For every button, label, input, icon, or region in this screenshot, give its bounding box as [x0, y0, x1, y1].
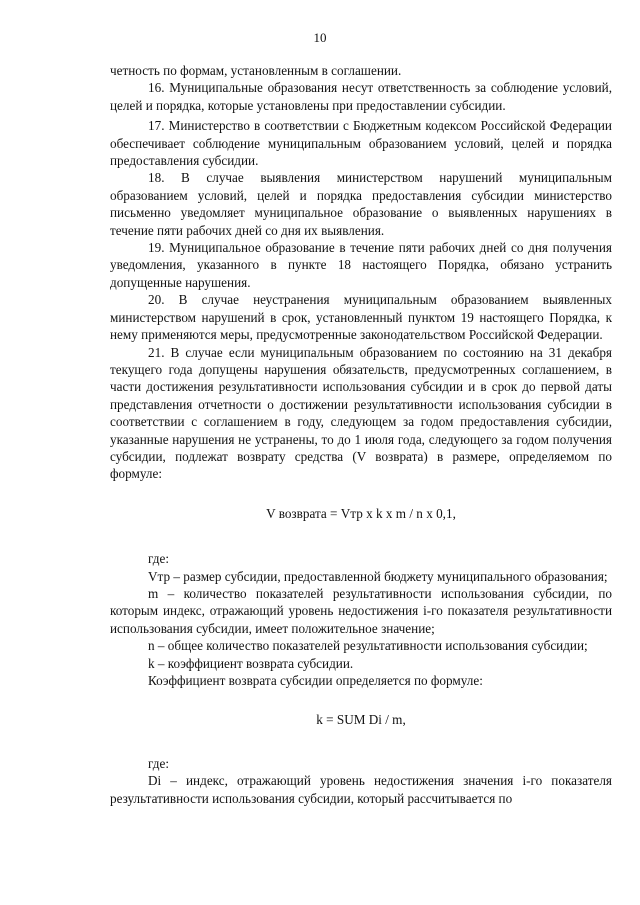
- paragraph-19: 19. Муниципальное образование в течение пяти рабочих дней со дня получения уведомления, указанного в пункте 18 настоящего Порядка, обязано устранить допущенные нарушения.: [110, 240, 612, 290]
- definition-vtr: Vтр – размер субсидии, предоставленной бюджету муниципального образования;: [148, 568, 608, 584]
- page-number: 10: [313, 30, 327, 45]
- paragraph-18: 18. В случае выявления министерством нарушений муниципальным образованием условий, целей и порядка предоставления субсидии министерство письменно уведомляет муниципальное образование о выявленных нарушениях в течение пяти рабочих дней со дня их выявления.: [110, 170, 612, 238]
- definition-m: m – количество показателей результативности использования субсидии, по которым индекс, отражающий уровень недостижения i-го показателя результативности использования субсидии, имеет положительное значение;: [110, 585, 612, 636]
- formula-v-return: V возврата = Vтр x k x m / n x 0,1,: [266, 505, 456, 521]
- definition-n: n – общее количество показателей результативности использования субсидии;: [148, 638, 588, 654]
- paragraph-20: 20. В случае неустранения муниципальным образованием выявленных министерством нарушений в срок, установленный пунктом 19 настоящего Порядка, к нему применяются меры, предусмотренные законодательством Российской Федерации.: [110, 292, 612, 343]
- document-body: [110, 62, 612, 807]
- definition-di: Di – индекс, отражающий уровень недостижения значения i-го показателя результативности использования субсидии, который рассчитывается по: [110, 773, 612, 806]
- definition-k: k – коэффициент возврата субсидии.: [148, 655, 354, 671]
- formula-k: k = SUM Di / m,: [316, 712, 406, 728]
- where-label: где:: [148, 551, 169, 567]
- paragraph-21: 21. В случае если муниципальным образованием по состоянию на 31 декабря текущего года допущены нарушения обязательств, предусмотренных соглашением, в части достижения результативности использования субсидии и в срок до первой даты представления отчетности о достижении результативности использования субсидии в соответствии с соглашением в году, следующем за годом предоставления субсидии, указанные нарушения не устранены, то до 1 июля года, следующего за годом получения субсидии, подлежат возврату средства (V возврата) в размере, определяемом по формуле:: [110, 344, 612, 482]
- paragraph-16: 16. Муниципальные образования несут ответственность за соблюдение условий, целей и порядка, которые установлены при предоставлении субсидии.: [110, 80, 612, 113]
- where-label-2: где:: [148, 755, 169, 771]
- paragraph-17: 17. Министерство в соответствии с Бюджетным кодексом Российской Федерации обеспечивает соблюдение муниципальным образованием условий, целей и порядка предоставления субсидии.: [110, 118, 612, 169]
- paragraph-continuation: четность по формам, установленным в соглашении.: [110, 63, 402, 78]
- coefficient-intro: Коэффициент возврата субсидии определяется по формуле:: [148, 673, 483, 688]
